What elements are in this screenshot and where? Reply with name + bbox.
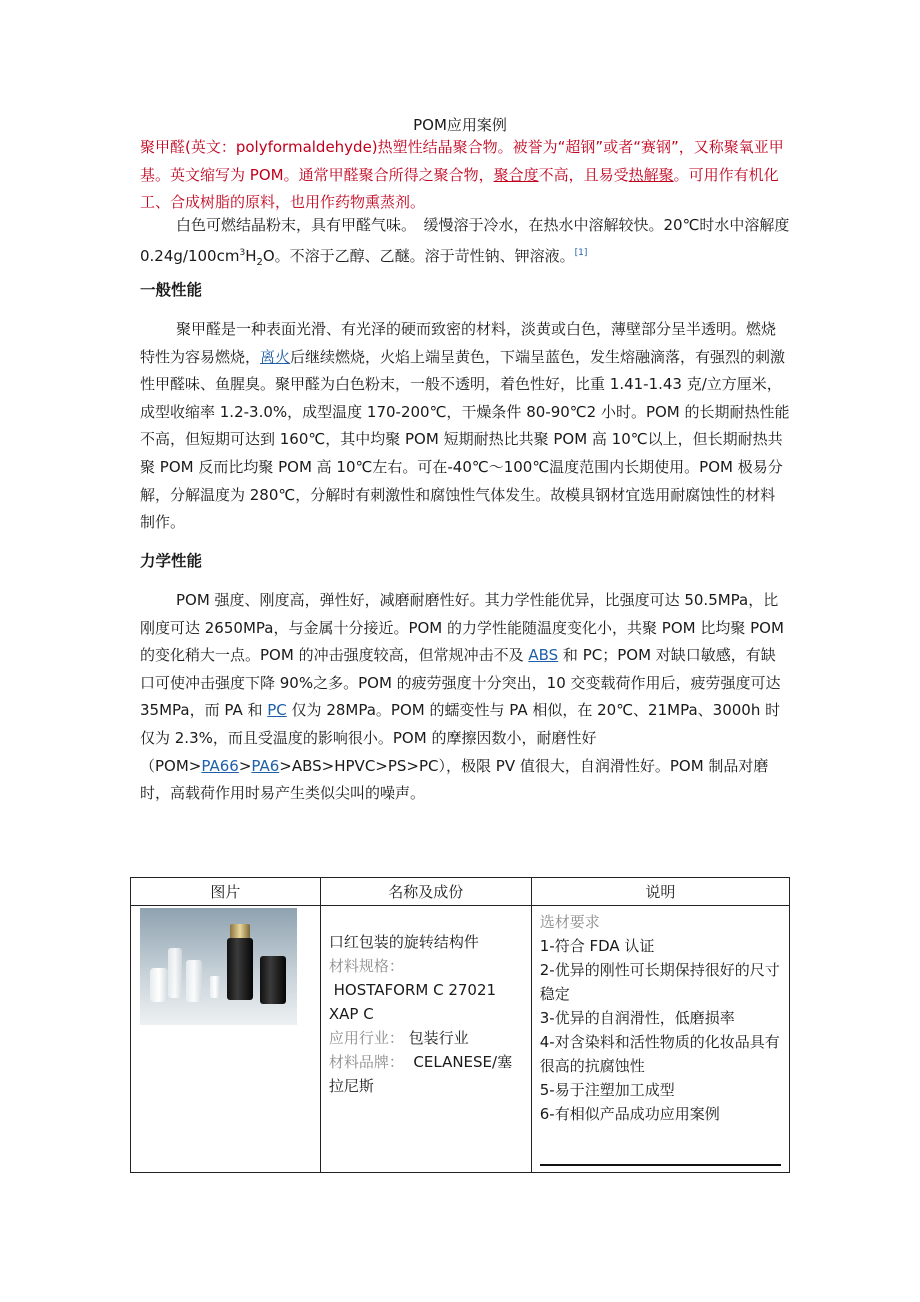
application-case-table [130,877,790,1173]
spec-value-text: HOSTAFORM C 27021 XAP C [328,981,497,1023]
intro-line1: 聚甲醛(英文：polyformaldehyde)热塑性结晶聚合物。被誉为“超钢”或者“赛钢”，又称聚氧 [140,138,754,156]
link-abs[interactable]: ABS [528,646,559,665]
product-name: 口红包装的旋转结构件 [328,933,479,951]
brand-row [329,1050,525,1098]
mech-p4: >ABS>HPVC>PS>PC），极限 PV 值很大，自润滑性好。POM 制品对磨时，高载荷作用时易产生类似尖叫的噪声。 [140,756,769,803]
doc-title: POM应用案例 [413,116,507,134]
spec-value [329,978,525,1026]
header-description: 说明 [531,878,789,906]
intro-line2c: 。可 [673,165,704,184]
general-part1: 聚甲醛是一种表面光滑、有光泽的硬而致密的材料，淡黄或白色，薄壁部分呈半透明。燃烧特性为容易燃烧， [140,320,777,366]
lipstick-parts-photo [140,908,297,1025]
superscript-3: 3 [239,247,246,258]
brand-label: 材料品牌： [328,1053,404,1071]
list-item: 6-有相似产品成功应用案例 [539,1105,720,1123]
mech-gt: > [238,756,252,775]
list-item: 4-对含染料和活性物质的化妆品具有很高的抗腐蚀性 [539,1033,780,1075]
list-item: 5-易于注塑加工成型 [539,1081,675,1099]
list-item: 3-优异的自润滑性，低磨损率 [539,1009,735,1027]
intro-paragraph [140,134,790,217]
industry-value: 包装行业 [408,1029,469,1047]
heading-general-properties: 一般性能 [140,281,203,299]
list-item: 1-符合 FDA 认证 [539,937,655,955]
industry-row [329,1026,525,1050]
mech-p1: POM 强度、刚度高，弹性好，减磨耐磨性好。其力学性能优异，比强度可达 50.5MPa，比刚度可达 2650MPa，与金属十分接近。POM 的力学性能随温度变化小，共聚 POM 比均聚 POM 的变化稍大一点。POM 的冲击强度较高，但常规冲击不及 [140,591,784,665]
table-header-row [131,878,790,906]
general-part2: 后继续燃烧，火焰上端呈黄色，下端呈蓝色，发生熔融滴落，有强烈的刺激性甲醛味、鱼腥臭。聚甲醛为白色粉末，一般不透明，着色性好，比重 1.41-1.43 克/立方厘米，成型收缩率 1.2-3.0%，成型温度 170-200℃，干燥条件 80-90℃2 小时。POM 的长期耐热性能不高，但短期可达到 160℃，其中均聚 POM 短期耐热比共聚 POM 高 10℃以上，但长期耐热共聚 POM 反而比均聚 POM 高 10℃左右。可在-40℃～100℃温度范围内长期使用。POM 极易分解，分解温度为 280℃，分解时有刺激性和腐蚀性气体发生。故模具钢材宜选用耐腐蚀性的材料制作。 [140,347,790,532]
table-row [131,906,790,1173]
subscript-2: 2 [256,256,263,268]
header-image: 图片 [131,878,321,906]
bottom-rule [540,1164,781,1166]
mech-p3: 仅为 28MPa。POM 的蠕变性与 PA 相似，在 20℃、21MPa、3000h 时仅为 2.3%，而且受温度的影响很小。POM 的摩擦因数小，耐磨性好（POM> [140,701,781,775]
desc-text-b: H [245,246,257,265]
header-name-composition: 名称及成份 [320,878,531,906]
desc-text-a: 白色可燃结晶粉末，具有甲醛气味。 缓慢溶于冷水，在热水中溶解较快。20℃时水中溶解度 0.24g/100cm [140,216,790,265]
spec-label: 材料规格： [328,957,404,975]
description-paragraph [140,212,790,276]
link-pa66[interactable]: PA66 [201,756,239,775]
intro-line3: 用作有机化工、合成树脂的原料，也用作药物熏蒸剂。 [140,165,779,212]
intro-line2b: 不高，且易受 [538,165,629,184]
general-properties-paragraph [140,316,790,537]
link-pa6[interactable]: PA6 [251,756,280,775]
list-item: 2-优异的刚性可长期保持很好的尺寸稳定 [539,961,780,1003]
heading-mechanical-properties: 力学性能 [140,552,203,570]
name-composition-cell [320,906,531,1173]
requirements-title: 选材要求 [539,913,600,931]
description-cell [531,906,789,1173]
citation-link[interactable]: [1] [574,247,588,258]
link-pc[interactable]: PC [267,701,287,720]
link-leave-fire[interactable]: 离火 [260,347,291,366]
image-cell [131,906,321,1173]
link-depolymerization[interactable]: 热解聚 [628,165,674,184]
industry-label: 应用行业： [328,1029,404,1047]
brand-value: CELANESE/塞拉尼斯 [328,1053,513,1095]
mechanical-properties-paragraph [140,587,790,808]
intro-line2: 亚甲基。英文缩写为 POM。通常甲醛聚合所得之聚合物， [140,138,784,184]
mech-p2: 和 PC；POM 对缺口敏感，有缺口可使冲击强度下降 90%之多。POM 的疲劳强度十分突出，10 交变载荷作用后，疲劳强度可达 35MPa，而 PA 和 [140,646,781,720]
link-polymerization-degree[interactable]: 聚合度 [493,165,539,184]
desc-text-c: O。不溶于乙醇、乙醚。溶于苛性钠、钾溶液。 [262,246,575,265]
